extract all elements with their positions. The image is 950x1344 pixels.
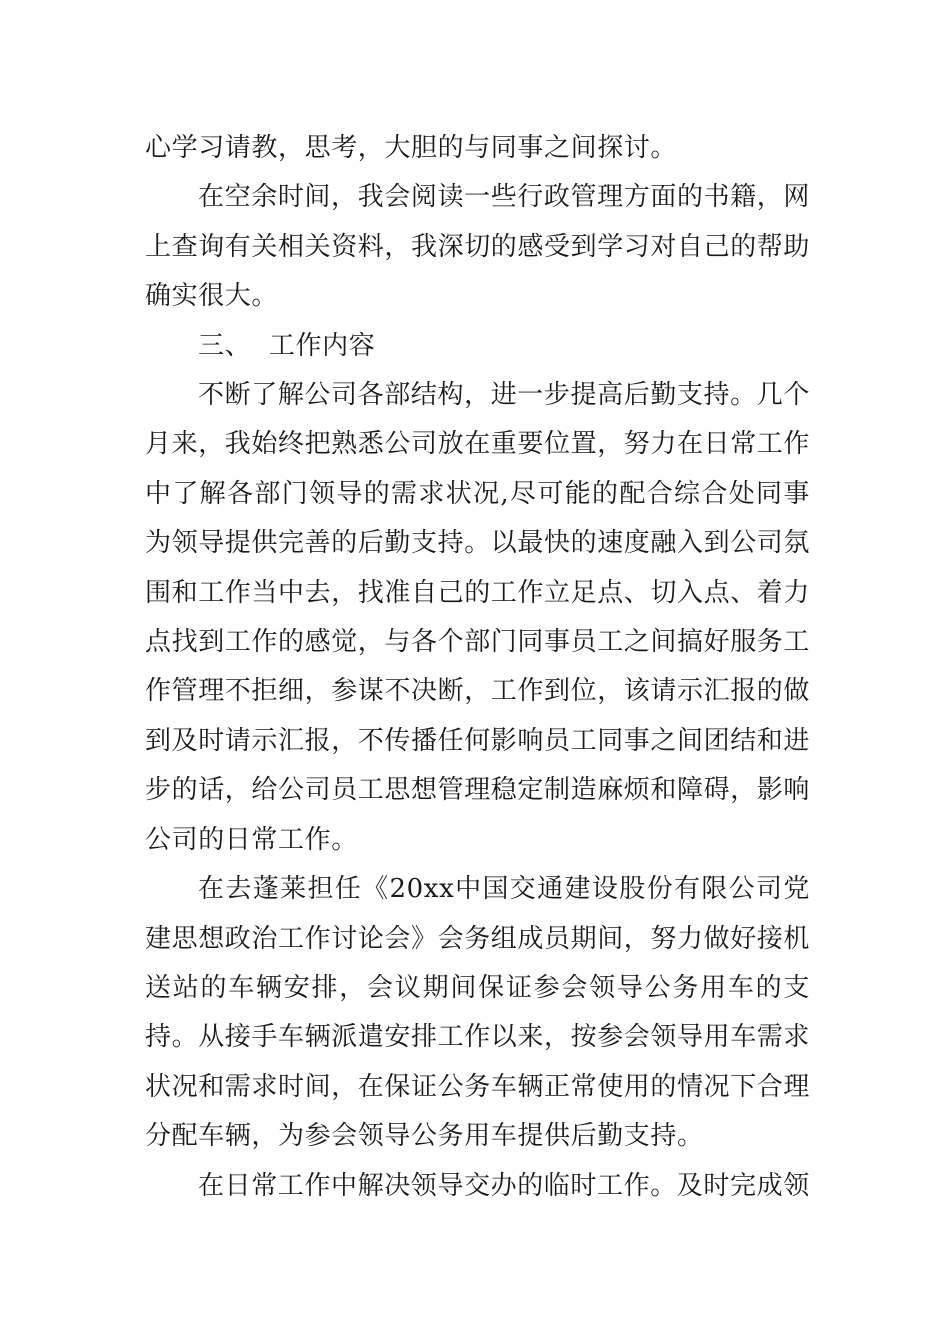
paragraph-logistics-support: 不断了解公司各部结构，进一步提高后勤支持。几个月来，我始终把熟悉公司放在重要位置，努力在日常工作中了解各部门领导的需求状况,尽可能的配合综合处同事为领导提供完善的后勤支持。以最快的速度融入到公司氛围和工作当中去，找准自己的工作立足点、切入点、着力点找到工作的感觉，与各个部门同事员工之间搞好服务工作管理不拒细，参谋不决断，工作到位，该请示汇报的做到及时请示汇报，不传播任何影响员工同事之间团结和进步的话，给公司员工思想管理稳定制造麻烦和障碍，影响公司的日常工作。 xyxy=(145,380,811,855)
paragraph-spare-time-study: 在空余时间，我会阅读一些行政管理方面的书籍，网上查询有关相关资料，我深切的感受到学习对自己的帮助确实很大。 xyxy=(145,182,811,312)
section-heading-work-content: 三、 工作内容 xyxy=(198,330,376,361)
paragraph-temporary-tasks: 在日常工作中解决领导交办的临时工作。及时完成领 xyxy=(198,1170,810,1201)
paragraph-continuation: 心学习请教，思考，大胆的与同事之间探讨。 xyxy=(145,133,678,163)
document-body xyxy=(145,124,810,1211)
paragraph-conference-vehicles: 在去蓬莱担任《20xx中国交通建设股份有限公司党建思想政治工作讨论会》会务组成员期间，努力做好接机送站的车辆安排，会议期间保证参会领导公务用车的支持。从接手车辆派遣安排工作以来，按参会领导用车需求状况和需求时间，在保证公务车辆正常使用的情况下合理分配车辆，为参会领导公务用车提供后勤支持。 xyxy=(145,874,811,1152)
